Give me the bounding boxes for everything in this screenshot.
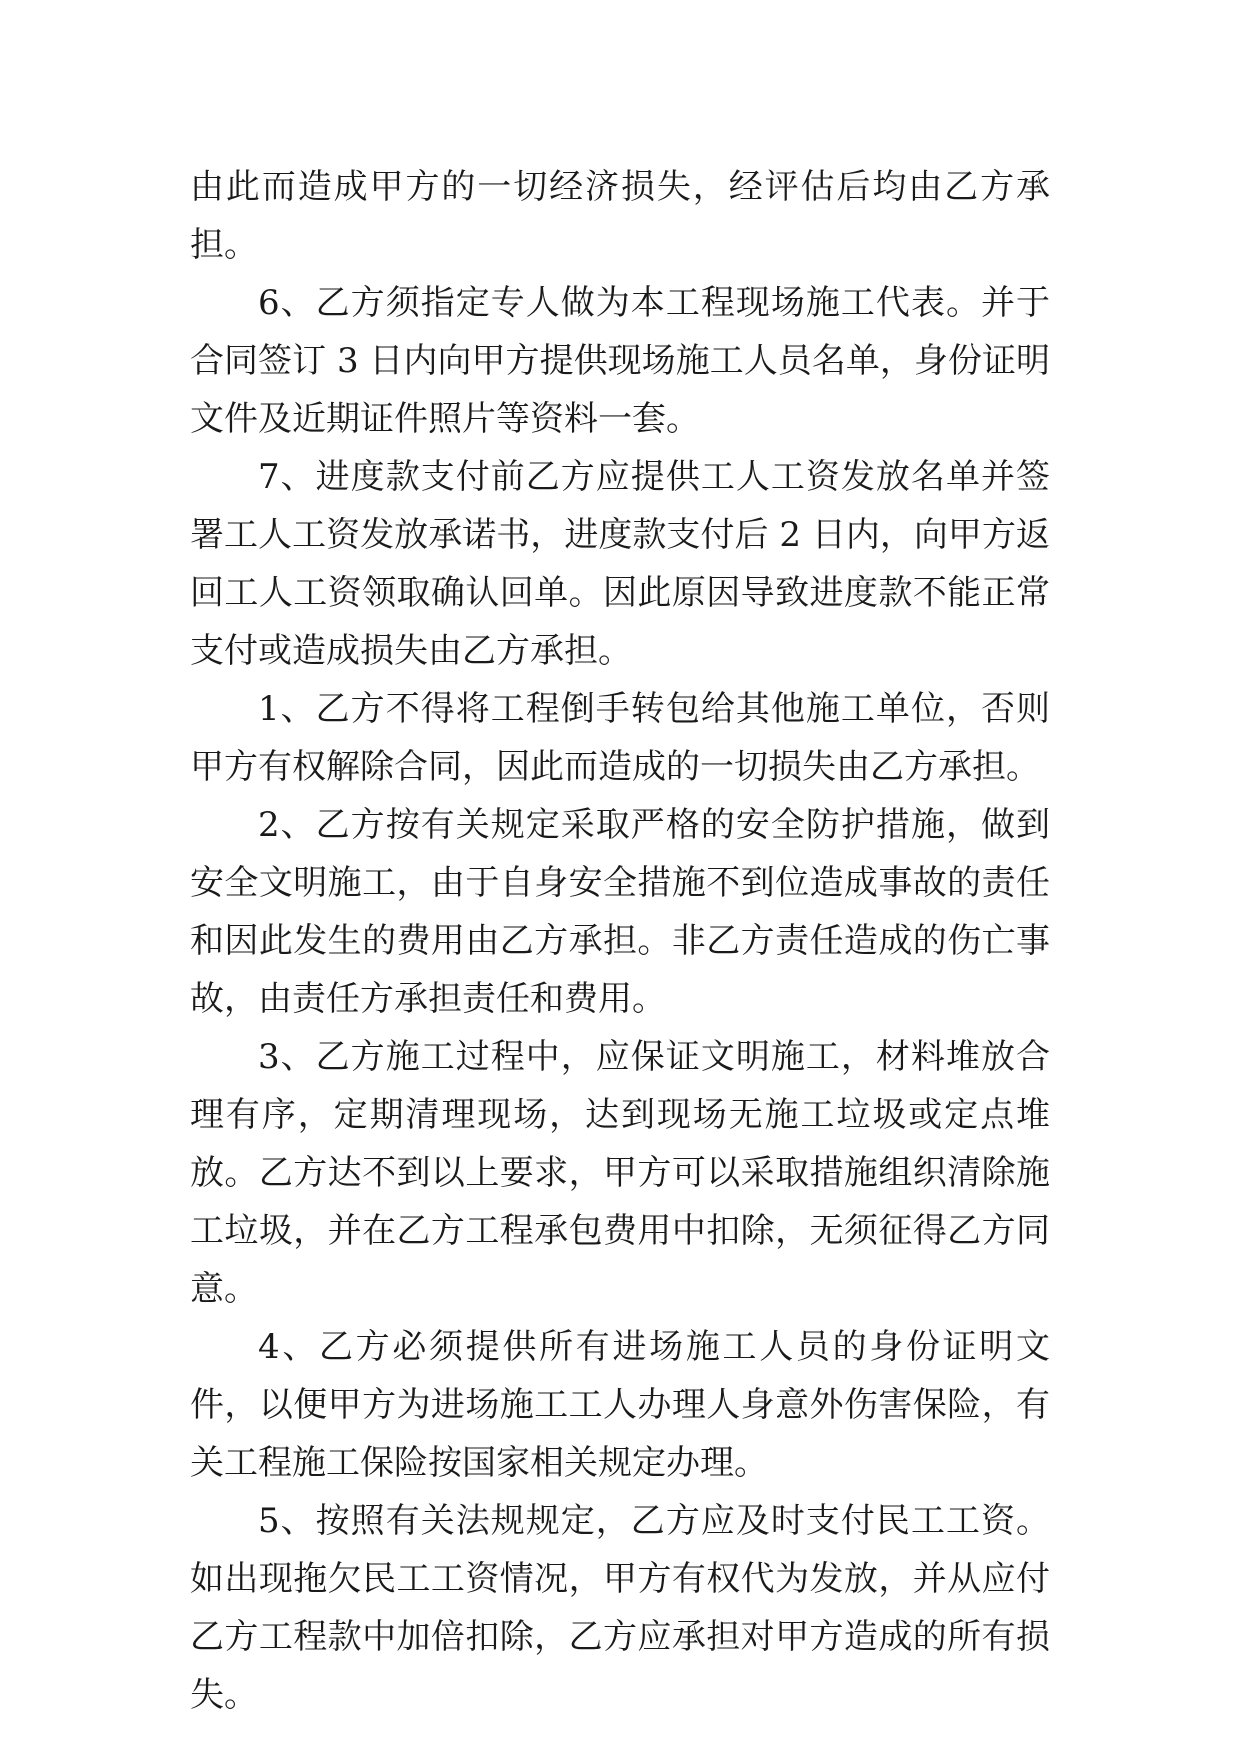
paragraph-clause-2: 2、乙方按有关规定采取严格的安全防护措施，做到安全文明施工，由于自身安全措施不到位造成事故的责任和因此发生的费用由乙方承担。非乙方责任造成的伤亡事故，由责任方承担责任和费用。 xyxy=(190,805,1050,1019)
paragraph-clause-4: 4、乙方必须提供所有进场施工人员的身份证明文件，以便甲方为进场施工工人办理人身意外伤害保险，有关工程施工保险按国家相关规定办理。 xyxy=(190,1327,1050,1483)
paragraph-clause-6: 6、乙方须指定专人做为本工程现场施工代表。并于合同签订 3 日内向甲方提供现场施工人员名单，身份证明文件及近期证件照片等资料一套。 xyxy=(190,283,1050,439)
paragraph-clause-1: 1、乙方不得将工程倒手转包给其他施工单位，否则甲方有权解除合同，因此而造成的一切损失由乙方承担。 xyxy=(190,689,1050,787)
paragraph-clause-3: 3、乙方施工过程中，应保证文明施工，材料堆放合理有序，定期清理现场，达到现场无施工垃圾或定点堆放。乙方达不到以上要求，甲方可以采取措施组织清除施工垃圾，并在乙方工程承包费用中扣除，无须征得乙方同意。 xyxy=(190,1037,1050,1309)
paragraph-clause-5: 5、按照有关法规规定，乙方应及时支付民工工资。如出现拖欠民工工资情况，甲方有权代为发放，并从应付乙方工程款中加倍扣除，乙方应承担对甲方造成的所有损失。 xyxy=(190,1501,1050,1715)
paragraph-clause-7: 7、进度款支付前乙方应提供工人工资发放名单并签署工人工资发放承诺书，进度款支付后 2 日内，向甲方返回工人工资领取确认回单。因此原因导致进度款不能正常支付或造成损失由乙方承担。 xyxy=(190,457,1050,671)
document-body xyxy=(190,158,1050,1724)
paragraph-continuation: 由此而造成甲方的一切经济损失，经评估后均由乙方承担。 xyxy=(190,167,1050,265)
